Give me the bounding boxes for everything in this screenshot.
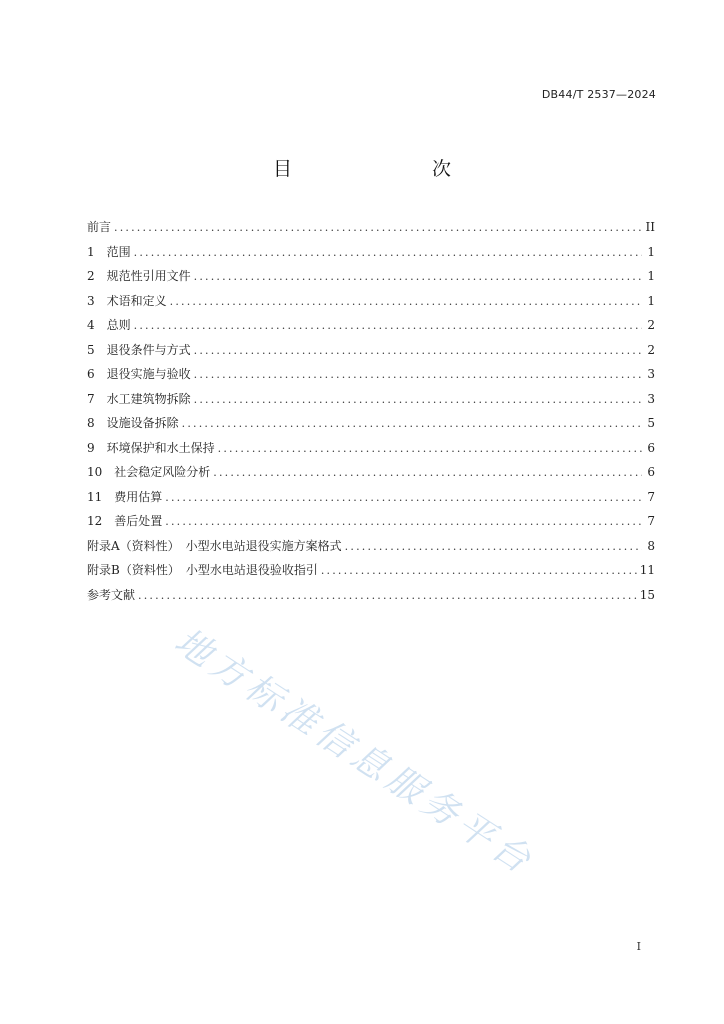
- toc-entry-label: 附录B（资料性） 小型水电站退役验收指引: [87, 563, 318, 577]
- toc-entry-page: 3: [647, 391, 655, 406]
- toc-entry-label: 8 设施设备拆除: [87, 416, 179, 430]
- page-number: I: [636, 940, 641, 953]
- standard-code: DB44/T 2537—2024: [541, 88, 656, 101]
- page-title: 目 次: [272, 158, 485, 180]
- toc-leader-dots: [170, 295, 642, 308]
- toc-entry-page: 6: [647, 465, 655, 479]
- toc-entry-12[interactable]: [87, 512, 655, 537]
- table-of-contents: [87, 218, 655, 610]
- toc-entry-2[interactable]: [87, 267, 655, 292]
- toc-entry-page: 7: [647, 514, 655, 528]
- toc-entry-page: 6: [647, 440, 655, 455]
- toc-entry-label: 7 水工建筑物拆除: [87, 391, 191, 406]
- toc-entry-4[interactable]: [87, 316, 655, 341]
- toc-entry-8[interactable]: [87, 414, 655, 439]
- toc-entry-label: 5 退役条件与方式: [87, 342, 191, 357]
- toc-entry-label: 2 规范性引用文件: [87, 269, 191, 283]
- toc-leader-dots: [345, 540, 642, 553]
- toc-entry-label: 9 环境保护和水土保持: [87, 440, 215, 455]
- toc-entry-page: 1: [647, 269, 655, 283]
- toc-leader-dots: [138, 589, 637, 602]
- toc-entry-label: 4 总则: [87, 318, 131, 332]
- toc-entry-5[interactable]: [87, 341, 655, 366]
- toc-leader-dots: [218, 442, 642, 455]
- toc-entry-label: 12 善后处置: [87, 514, 163, 528]
- toc-entry-bibliography[interactable]: [87, 586, 655, 611]
- toc-leader-dots: [165, 491, 642, 504]
- toc-entry-foreword[interactable]: [87, 218, 655, 243]
- toc-entry-appendix-a[interactable]: [87, 537, 655, 562]
- toc-leader-dots: [182, 417, 642, 430]
- toc-entry-page: 1: [647, 293, 655, 308]
- toc-entry-label: 10 社会稳定风险分析: [87, 465, 211, 479]
- toc-entry-page: 5: [647, 416, 655, 430]
- toc-entry-1[interactable]: [87, 243, 655, 268]
- toc-entry-page: 1: [647, 244, 655, 259]
- toc-entry-label: 前言: [87, 220, 112, 234]
- toc-entry-label: 1 范围: [87, 244, 131, 259]
- toc-leader-dots: [194, 270, 642, 283]
- toc-leader-dots: [134, 319, 642, 332]
- toc-entry-page: 2: [647, 318, 655, 332]
- toc-entry-9[interactable]: [87, 439, 655, 464]
- toc-entry-7[interactable]: [87, 390, 655, 415]
- toc-leader-dots: [213, 466, 642, 479]
- toc-leader-dots: [194, 344, 642, 357]
- toc-leader-dots: [134, 246, 642, 259]
- watermark: 地方标准信息服务平台: [167, 620, 542, 884]
- toc-leader-dots: [114, 221, 642, 234]
- toc-entry-appendix-b[interactable]: [87, 561, 655, 586]
- toc-entry-page: 11: [639, 563, 655, 577]
- toc-entry-page: II: [645, 220, 655, 234]
- toc-leader-dots: [194, 368, 642, 381]
- toc-entry-label: 11 费用估算: [87, 489, 163, 504]
- toc-entry-11[interactable]: [87, 488, 655, 513]
- toc-entry-page: 3: [647, 367, 655, 381]
- toc-entry-page: 2: [647, 342, 655, 357]
- toc-entry-3[interactable]: [87, 292, 655, 317]
- toc-entry-label: 3 术语和定义: [87, 293, 167, 308]
- toc-leader-dots: [194, 393, 642, 406]
- toc-entry-10[interactable]: [87, 463, 655, 488]
- toc-entry-label: 6 退役实施与验收: [87, 367, 191, 381]
- toc-entry-label: 附录A（资料性） 小型水电站退役实施方案格式: [87, 538, 342, 553]
- toc-leader-dots: [321, 564, 637, 577]
- toc-leader-dots: [165, 515, 642, 528]
- toc-entry-label: 参考文献: [87, 587, 136, 602]
- toc-entry-page: 7: [647, 489, 655, 504]
- toc-entry-6[interactable]: [87, 365, 655, 390]
- toc-entry-page: 15: [639, 587, 655, 602]
- toc-entry-page: 8: [647, 538, 655, 553]
